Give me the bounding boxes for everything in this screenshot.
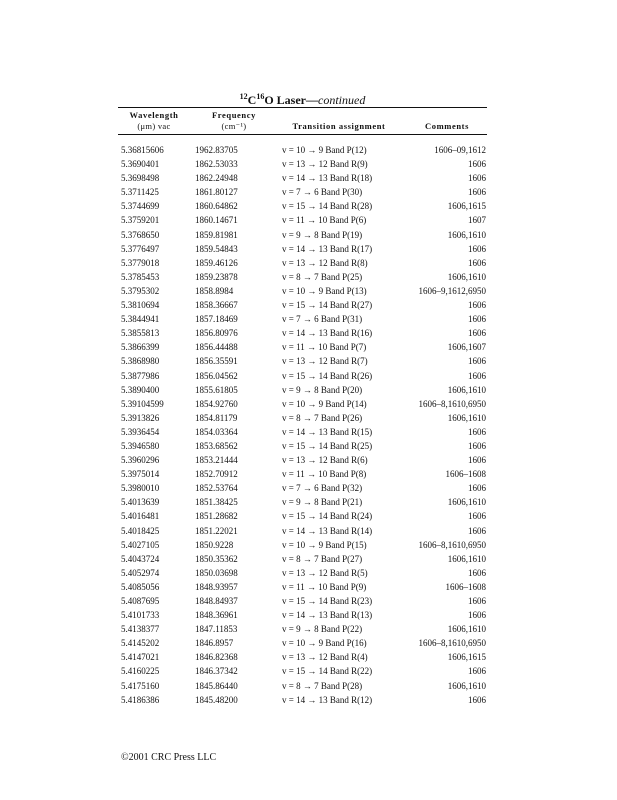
cell-transition: v = 9 → 8 Band P(22)	[282, 624, 363, 635]
cell-wavelength: 5.3690401	[121, 159, 160, 170]
cell-wavelength: 5.4138377	[121, 624, 160, 635]
cell-transition: v = 15 → 14 Band R(23)	[282, 596, 373, 606]
cell-comments: 1606–8,1610,6950	[418, 539, 486, 550]
cell-transition: v = 11 → 10 Band P(7)	[282, 342, 367, 353]
cell-comments: 1606,1607	[447, 342, 486, 353]
cell-transition: v = 14 → 13 Band R(18)	[282, 173, 373, 184]
cell-transition: v = 10 → 9 Band P(15)	[282, 539, 367, 550]
cell-transition: v = 9 → 8 Band P(19)	[282, 229, 363, 240]
cell-frequency: 1856.04562	[195, 370, 238, 381]
cell-transition: v = 10 → 9 Band P(14)	[282, 398, 367, 409]
cell-frequency: 1856.44488	[195, 342, 238, 353]
table-row	[0, 354, 617, 368]
cell-comments: 1606,1615	[447, 652, 486, 663]
cell-wavelength: 5.3711425	[121, 187, 159, 198]
table-row	[0, 636, 617, 650]
cell-frequency: 1855.61805	[195, 384, 238, 395]
title-mass-number-oxygen: 16	[256, 92, 265, 101]
table-row	[0, 270, 617, 284]
cell-transition: v = 11 → 10 Band P(9)	[282, 581, 367, 592]
cell-transition: v = 7 → 6 Band P(30)	[282, 187, 363, 198]
cell-comments: 1606	[468, 567, 486, 578]
cell-wavelength: 5.4147021	[121, 652, 160, 663]
cell-wavelength: 5.3890400	[121, 384, 160, 395]
cell-frequency: 1848.36961	[195, 610, 238, 621]
cell-frequency: 1853.21444	[195, 455, 238, 466]
table-row	[0, 439, 617, 453]
table-title	[118, 92, 487, 108]
cell-wavelength: 5.3785453	[121, 271, 160, 282]
header-wavelength-label: Wavelength	[129, 110, 179, 120]
cell-comments: 1606	[468, 257, 486, 268]
cell-comments: 1606	[468, 440, 486, 451]
cell-transition: v = 13 → 12 Band R(4)	[282, 652, 368, 663]
cell-frequency: 1851.28682	[195, 511, 238, 522]
cell-frequency: 1846.82368	[195, 652, 238, 663]
cell-wavelength: 5.4186386	[121, 694, 160, 705]
table-row	[0, 453, 617, 467]
cell-frequency: 1860.14671	[195, 215, 238, 226]
cell-comments: 1607	[468, 215, 486, 226]
header-bottom-rule	[118, 134, 487, 135]
cell-wavelength: 5.3866399	[121, 342, 160, 353]
cell-transition: v = 13 → 12 Band R(9)	[282, 159, 368, 170]
cell-comments: 1606	[468, 314, 486, 325]
cell-comments: 1606	[468, 173, 486, 184]
table-row	[0, 312, 617, 326]
table-row	[0, 298, 617, 312]
header-wavelength-unit: (μm) vac	[137, 121, 171, 131]
cell-wavelength: 5.4027105	[121, 539, 160, 550]
table-row	[0, 580, 617, 594]
cell-comments: 1606,1610	[447, 497, 486, 508]
table-row	[0, 383, 617, 397]
table-row	[0, 369, 617, 383]
cell-frequency: 1862.53033	[195, 159, 238, 170]
cell-transition: v = 7 → 6 Band P(31)	[282, 314, 363, 325]
title-continued: continued	[318, 93, 366, 107]
cell-transition: v = 11 → 10 Band P(8)	[282, 469, 367, 480]
cell-wavelength: 5.3855813	[121, 328, 160, 339]
cell-frequency: 1845.86440	[195, 680, 238, 691]
cell-comments: 1606,1615	[447, 201, 486, 212]
cell-transition: v = 14 → 13 Band R(12)	[282, 694, 373, 705]
cell-transition: v = 15 → 14 Band R(22)	[282, 666, 373, 677]
table-row	[0, 284, 617, 298]
cell-wavelength: 5.3913826	[121, 412, 160, 423]
cell-frequency: 1851.38425	[195, 497, 238, 508]
cell-frequency: 1853.68562	[195, 440, 238, 451]
cell-transition: v = 13 → 12 Band R(8)	[282, 257, 368, 268]
cell-comments: 1606	[468, 426, 486, 437]
cell-frequency: 1859.23878	[195, 271, 238, 282]
cell-wavelength: 5.39104599	[121, 398, 164, 409]
title-text: O Laser	[264, 93, 306, 107]
cell-wavelength: 5.4087695	[121, 596, 160, 606]
table-row	[0, 679, 617, 693]
table-row	[0, 256, 617, 270]
cell-wavelength: 5.3877986	[121, 370, 160, 381]
cell-transition: v = 15 → 14 Band R(24)	[282, 511, 373, 522]
cell-frequency: 1859.54843	[195, 243, 238, 254]
cell-wavelength: 5.36815606	[121, 145, 164, 155]
cell-wavelength: 5.3768650	[121, 229, 160, 240]
table-row	[0, 213, 617, 227]
table-row	[0, 622, 617, 636]
cell-transition: v = 14 → 13 Band R(17)	[282, 243, 373, 254]
cell-frequency: 1852.70912	[195, 469, 238, 480]
cell-comments: 1606,1610	[447, 553, 486, 564]
cell-comments: 1606	[468, 596, 486, 606]
table-row	[0, 566, 617, 580]
cell-transition: v = 15 → 14 Band R(26)	[282, 370, 373, 381]
header-top-rule	[118, 107, 487, 108]
cell-transition: v = 11 → 10 Band P(6)	[282, 215, 367, 226]
table-row	[0, 524, 617, 538]
cell-comments: 1606	[468, 610, 486, 621]
table-row	[0, 171, 617, 185]
cell-transition: v = 9 → 8 Band P(21)	[282, 497, 363, 508]
table-row	[0, 199, 617, 213]
header-wavelength	[118, 110, 190, 132]
cell-transition: v = 10 → 9 Band P(13)	[282, 285, 367, 296]
cell-wavelength: 5.3779018	[121, 257, 160, 268]
cell-frequency: 1962.83705	[195, 145, 238, 155]
cell-transition: v = 15 → 14 Band R(28)	[282, 201, 373, 212]
cell-wavelength: 5.3744699	[121, 201, 160, 212]
cell-frequency: 1846.37342	[195, 666, 238, 677]
header-comments	[412, 121, 482, 132]
cell-frequency: 1857.18469	[195, 314, 238, 325]
cell-transition: v = 15 → 14 Band R(27)	[282, 300, 373, 311]
cell-frequency: 1858.8984	[195, 285, 234, 296]
cell-wavelength: 5.3960296	[121, 455, 160, 466]
header-transition	[278, 121, 400, 132]
cell-transition: v = 15 → 14 Band R(25)	[282, 440, 373, 451]
cell-wavelength: 5.3776497	[121, 243, 160, 254]
cell-wavelength: 5.3698498	[121, 173, 160, 184]
cell-comments: 1606–8,1610,6950	[418, 398, 486, 409]
cell-comments: 1606	[468, 483, 486, 494]
cell-transition: v = 8 → 7 Band P(27)	[282, 553, 363, 564]
table-row	[0, 228, 617, 242]
table-row	[0, 242, 617, 256]
header-frequency	[196, 110, 272, 132]
table-row	[0, 693, 617, 707]
cell-comments: 1606	[468, 455, 486, 466]
table-row	[0, 397, 617, 411]
table-row	[0, 608, 617, 622]
cell-transition: v = 8 → 7 Band P(26)	[282, 412, 363, 423]
cell-comments: 1606	[468, 356, 486, 367]
cell-comments: 1606–1608	[445, 469, 486, 480]
cell-comments: 1606	[468, 694, 486, 705]
cell-wavelength: 5.3810694	[121, 300, 160, 311]
table-row	[0, 495, 617, 509]
cell-frequency: 1850.03698	[195, 567, 238, 578]
table-row	[0, 538, 617, 552]
cell-wavelength: 5.3795302	[121, 285, 160, 296]
cell-transition: v = 14 → 13 Band R(16)	[282, 328, 373, 339]
cell-wavelength: 5.4175160	[121, 680, 160, 691]
cell-frequency: 1854.81179	[195, 412, 238, 423]
table-row	[0, 411, 617, 425]
cell-transition: v = 9 → 8 Band P(20)	[282, 384, 363, 395]
header-transition-label: Transition assignment	[292, 121, 386, 131]
cell-comments: 1606	[468, 243, 486, 254]
cell-comments: 1606,1610	[447, 271, 486, 282]
cell-transition: v = 10 → 9 Band P(16)	[282, 638, 367, 649]
cell-frequency: 1862.24948	[195, 173, 238, 184]
cell-frequency: 1852.53764	[195, 483, 238, 494]
copyright-footer: ©2001 CRC Press LLC	[121, 752, 217, 763]
cell-transition: v = 14 → 13 Band R(14)	[282, 525, 373, 536]
table-row	[0, 185, 617, 199]
cell-frequency: 1848.93957	[195, 581, 238, 592]
table-row	[0, 467, 617, 481]
table-row	[0, 594, 617, 608]
title-mass-number-carbon: 12	[239, 92, 248, 101]
cell-comments: 1606–1608	[445, 581, 486, 592]
cell-comments: 1606,1610	[447, 680, 486, 691]
cell-wavelength: 5.4145202	[121, 638, 160, 649]
cell-wavelength: 5.3936454	[121, 426, 160, 437]
cell-comments: 1606	[468, 328, 486, 339]
header-frequency-unit: (cm⁻¹)	[221, 121, 247, 131]
cell-frequency: 1854.03364	[195, 426, 238, 437]
cell-transition: v = 8 → 7 Band P(28)	[282, 680, 363, 691]
table-row	[0, 425, 617, 439]
cell-wavelength: 5.3868980	[121, 356, 160, 367]
cell-comments: 1606	[468, 511, 486, 522]
cell-wavelength: 5.4043724	[121, 553, 160, 564]
cell-frequency: 1845.48200	[195, 694, 238, 705]
cell-comments: 1606,1610	[447, 412, 486, 423]
cell-frequency: 1856.35591	[195, 356, 238, 367]
cell-transition: v = 8 → 7 Band P(25)	[282, 271, 363, 282]
table-row	[0, 157, 617, 171]
cell-comments: 1606	[468, 187, 486, 198]
cell-frequency: 1861.80127	[195, 187, 238, 198]
cell-frequency: 1859.46126	[195, 257, 238, 268]
cell-frequency: 1850.9228	[195, 539, 234, 550]
cell-frequency: 1847.11853	[195, 624, 238, 635]
cell-transition: v = 13 → 12 Band R(6)	[282, 455, 368, 466]
cell-wavelength: 5.3844941	[121, 314, 160, 325]
cell-wavelength: 5.3975014	[121, 469, 160, 480]
cell-transition: v = 13 → 12 Band R(7)	[282, 356, 368, 367]
cell-wavelength: 5.4160225	[121, 666, 160, 677]
cell-comments: 1606–8,1610,6950	[418, 638, 486, 649]
cell-comments: 1606–09,1612	[434, 145, 486, 155]
cell-wavelength: 5.3946580	[121, 440, 160, 451]
cell-frequency: 1854.92760	[195, 398, 238, 409]
cell-comments: 1606	[468, 525, 486, 536]
title-dash: —	[306, 93, 318, 107]
table-row	[0, 481, 617, 495]
cell-comments: 1606,1610	[447, 624, 486, 635]
cell-wavelength: 5.4085056	[121, 581, 160, 592]
cell-comments: 1606	[468, 666, 486, 677]
cell-frequency: 1856.80976	[195, 328, 238, 339]
cell-comments: 1606–9,1612,6950	[418, 285, 486, 296]
cell-frequency: 1851.22021	[195, 525, 238, 536]
table-row	[0, 509, 617, 523]
cell-wavelength: 5.4013639	[121, 497, 160, 508]
table-row	[0, 552, 617, 566]
cell-comments: 1606,1610	[447, 384, 486, 395]
cell-transition: v = 7 → 6 Band P(32)	[282, 483, 363, 494]
cell-frequency: 1859.81981	[195, 229, 238, 240]
header-frequency-label: Frequency	[212, 110, 256, 120]
table-row	[0, 143, 617, 157]
cell-transition: v = 14 → 13 Band R(13)	[282, 610, 373, 621]
cell-wavelength: 5.3759201	[121, 215, 160, 226]
cell-wavelength: 5.4052974	[121, 567, 160, 578]
cell-comments: 1606	[468, 159, 486, 170]
cell-transition: v = 14 → 13 Band R(15)	[282, 426, 373, 437]
title-carbon: C	[247, 93, 257, 107]
cell-wavelength: 5.3980010	[121, 483, 160, 494]
cell-wavelength: 5.4101733	[121, 610, 160, 621]
cell-frequency: 1850.35362	[195, 553, 238, 564]
cell-wavelength: 5.4018425	[121, 525, 160, 536]
table-body	[0, 143, 617, 707]
cell-frequency: 1846.8957	[195, 638, 234, 649]
table-row	[0, 340, 617, 354]
cell-comments: 1606	[468, 300, 486, 311]
cell-frequency: 1848.84937	[195, 596, 238, 606]
table-row	[0, 650, 617, 664]
cell-comments: 1606,1610	[447, 229, 486, 240]
cell-transition: v = 13 → 12 Band R(5)	[282, 567, 368, 578]
cell-wavelength: 5.4016481	[121, 511, 160, 522]
cell-frequency: 1858.36667	[195, 300, 238, 311]
cell-frequency: 1860.64862	[195, 201, 238, 212]
cell-comments: 1606	[468, 370, 486, 381]
table-row	[0, 326, 617, 340]
header-comments-label: Comments	[425, 121, 469, 131]
table-row	[0, 664, 617, 678]
cell-transition: v = 10 → 9 Band P(12)	[282, 145, 367, 155]
